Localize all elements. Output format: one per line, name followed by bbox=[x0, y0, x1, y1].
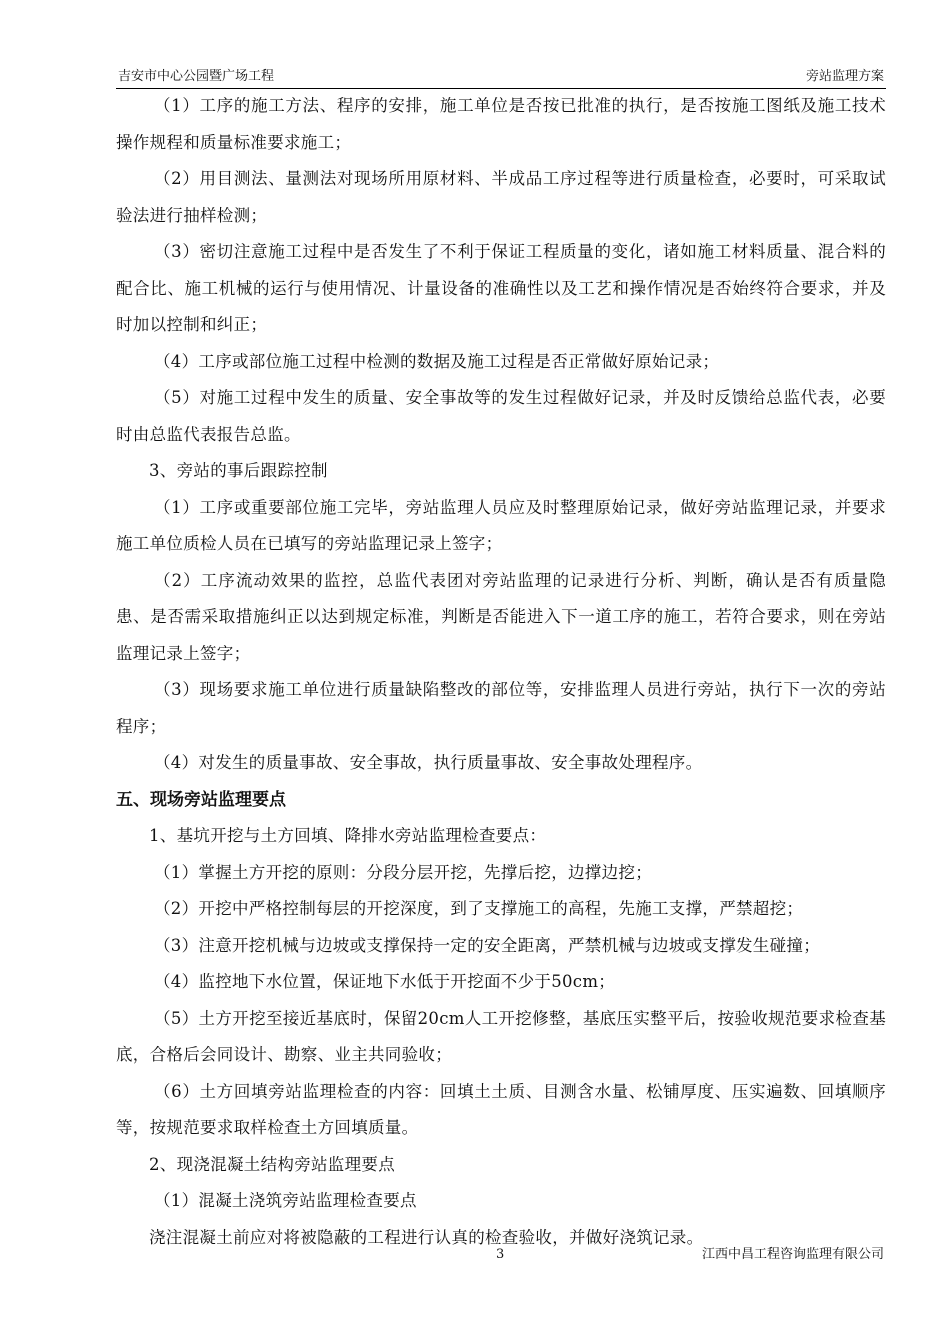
document-body bbox=[116, 88, 886, 1256]
paragraph: （2）用目测法、量测法对现场所用原材料、半成品工序过程等进行质量检查，必要时，可采取试验法进行抽样检测； bbox=[116, 169, 886, 225]
subsection-heading: 2、现浇混凝土结构旁站监理要点 bbox=[149, 1154, 395, 1174]
paragraph: （1）掌握土方开挖的原则：分段分层开挖，先撑后挖，边撑边挖； bbox=[154, 862, 652, 882]
paragraph: 浇注混凝土前应对将被隐蔽的工程进行认真的检查验收，并做好浇筑记录。 bbox=[149, 1227, 704, 1247]
paragraph: （3）现场要求施工单位进行质量缺陷整改的部位等，安排监理人员进行旁站，执行下一次的旁站程序； bbox=[116, 680, 886, 736]
subsection-heading: 1、基坑开挖与土方回填、降排水旁站监理检查要点： bbox=[149, 826, 547, 845]
paragraph: （6）土方回填旁站监理检查的内容：回填土土质、目测含水量、松铺厚度、压实遍数、回填顺序等，按规范要求取样检查土方回填质量。 bbox=[116, 1081, 886, 1137]
paragraph: （3）注意开挖机械与边坡或支撑保持一定的安全距离，严禁机械与边坡或支撑发生碰撞； bbox=[154, 935, 820, 955]
page-footer bbox=[116, 1246, 886, 1266]
section-heading: 五、现场旁站监理要点 bbox=[116, 789, 286, 810]
header-document-title: 旁站监理方案 bbox=[805, 69, 884, 84]
page-header bbox=[116, 68, 886, 89]
footer-company-name: 江西中昌工程咨询监理有限公司 bbox=[701, 1247, 884, 1262]
paragraph: （2）开挖中严格控制每层的开挖深度，到了支撑施工的高程，先施工支撑，严禁超挖； bbox=[154, 899, 804, 918]
paragraph: （4）对发生的质量事故、安全事故，执行质量事故、安全事故处理程序。 bbox=[154, 753, 703, 772]
page-number: 3 bbox=[496, 1247, 505, 1262]
paragraph: （4）监控地下水位置，保证地下水低于开挖面不少于50cm； bbox=[154, 972, 616, 991]
paragraph: （1）工序的施工方法、程序的安排，施工单位是否按已批准的执行，是否按施工图纸及施工技术操作规程和质量标准要求施工； bbox=[116, 96, 886, 152]
subsection-heading: 3、旁站的事后跟踪控制 bbox=[149, 461, 328, 480]
paragraph: （1）工序或重要部位施工完毕，旁站监理人员应及时整理原始记录，做好旁站监理记录，并要求施工单位质检人员在已填写的旁站监理记录上签字； bbox=[116, 497, 886, 553]
paragraph: （3）密切注意施工过程中是否发生了不利于保证工程质量的变化，诸如施工材料质量、混合料的配合比、施工机械的运行与使用情况、计量设备的准确性以及工艺和操作情况是否始终符合要求，并及时加以控制和纠正； bbox=[116, 242, 886, 334]
paragraph: （5）土方开挖至接近基底时，保留20cm人工开挖修整，基底压实整平后，按验收规范要求检查基底，合格后会同设计、勘察、业主共同验收； bbox=[116, 1008, 886, 1064]
paragraph: （1）混凝土浇筑旁站监理检查要点 bbox=[154, 1191, 417, 1210]
paragraph: （5）对施工过程中发生的质量、安全事故等的发生过程做好记录，并及时反馈给总监代表，必要时由总监代表报告总监。 bbox=[116, 388, 886, 444]
paragraph: （4）工序或部位施工过程中检测的数据及施工过程是否正常做好原始记录； bbox=[154, 351, 720, 371]
header-project-title: 吉安市中心公园暨广场工程 bbox=[118, 69, 275, 84]
paragraph: （2）工序流动效果的监控，总监代表团对旁站监理的记录进行分析、判断，确认是否有质量隐患、是否需采取措施纠正以达到规定标准，判断是否能进入下一道工序的施工，若符合要求，则在旁站监理记录上签字； bbox=[116, 570, 886, 663]
